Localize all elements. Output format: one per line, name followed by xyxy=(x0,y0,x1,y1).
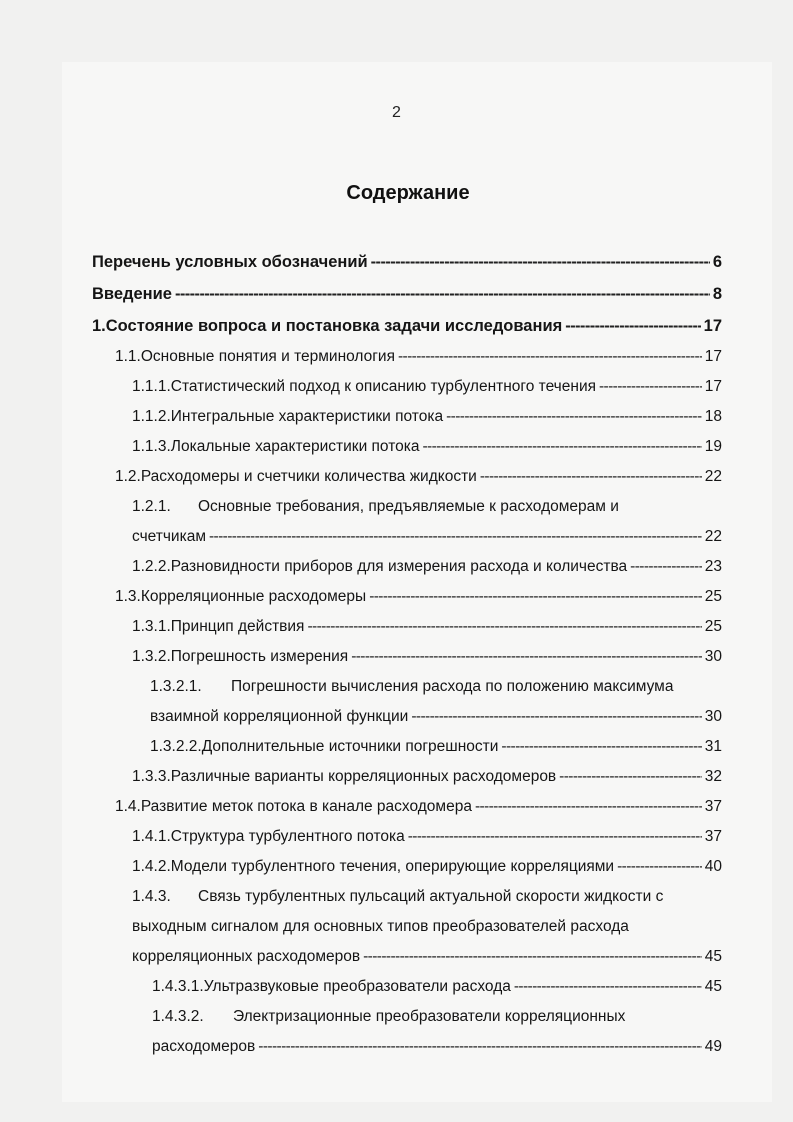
toc-entry-number: 1.3. xyxy=(115,588,141,605)
dot-leader xyxy=(258,1037,701,1057)
toc-entry-number: 1.4.3. xyxy=(132,888,171,905)
toc-entry-text: Статистический подход к описанию турбулентного течения xyxy=(170,378,596,395)
toc-entry-text: Интегральные характеристики потока xyxy=(170,408,444,425)
toc-entry[interactable] xyxy=(132,407,722,427)
dot-leader xyxy=(565,316,700,336)
toc-entry[interactable] xyxy=(115,587,722,607)
dot-leader xyxy=(514,977,702,997)
toc-entry-page: 30 xyxy=(704,708,722,725)
dot-leader xyxy=(559,767,702,787)
toc-entry-page: 17 xyxy=(704,348,722,365)
toc-entry-number: 1.3.2.2. xyxy=(150,738,202,755)
toc-entry-page: 49 xyxy=(704,1038,722,1055)
toc-entry-page: 32 xyxy=(704,768,722,785)
toc-entry-page: 30 xyxy=(704,648,722,665)
toc-entry-text: Связь турбулентных пульсаций актуальной скорости жидкости с xyxy=(198,888,664,905)
toc-entry-text-continued: счетчикам xyxy=(132,528,206,545)
toc-entry-page: 45 xyxy=(704,948,722,965)
toc-entry-text: Развитие меток потока в канале расходомера xyxy=(140,798,472,815)
dot-leader xyxy=(175,284,710,304)
toc-entry[interactable] xyxy=(132,887,722,967)
dot-leader xyxy=(617,857,702,877)
toc-entry-page: 17 xyxy=(704,378,722,395)
toc-entry-page: 31 xyxy=(704,738,722,755)
toc-entry-number: 1.2.1. xyxy=(132,498,171,515)
toc-entry-text: Дополнительные источники погрешности xyxy=(201,738,499,755)
toc-entry-number: 1.1.1. xyxy=(132,378,171,395)
dot-leader xyxy=(307,617,701,637)
toc-entry[interactable] xyxy=(132,437,722,457)
dot-leader xyxy=(480,467,702,487)
toc-entry[interactable] xyxy=(115,467,722,487)
toc-entry-text-continued: взаимной корреляционной функции xyxy=(150,708,409,725)
toc-entry-page: 23 xyxy=(704,558,722,575)
toc-entry-page: 25 xyxy=(704,618,722,635)
dot-leader xyxy=(371,252,710,272)
toc-entry[interactable] xyxy=(92,284,722,304)
toc-entry-number: 1.1.3. xyxy=(132,438,171,455)
toc-entry[interactable] xyxy=(92,252,722,272)
toc-entry-page: 22 xyxy=(704,528,722,545)
toc-entry-text: Различные варианты корреляционных расходомеров xyxy=(170,768,557,785)
dot-leader xyxy=(411,707,701,727)
toc-entry-text: Перечень условных обозначений xyxy=(92,253,368,271)
dot-leader xyxy=(475,797,702,817)
toc-entry-number: 1.2. xyxy=(115,468,141,485)
dot-leader xyxy=(209,527,702,547)
toc-entry-text: Структура турбулентного потока xyxy=(170,828,405,845)
dot-leader xyxy=(423,437,702,457)
toc-entry-number: 1.1.2. xyxy=(132,408,171,425)
toc-entry[interactable] xyxy=(132,647,722,667)
page-number: 2 xyxy=(392,104,401,121)
toc-entry-number: 1.3.1. xyxy=(132,618,171,635)
toc-entry[interactable] xyxy=(115,797,722,817)
toc-entry-text: Электризационные преобразователи корреляционных xyxy=(233,1008,626,1025)
toc-entry-text: Локальные характеристики потока xyxy=(170,438,420,455)
dot-leader xyxy=(398,347,702,367)
toc-entry-text: Модели турбулентного течения, оперирующие корреляциями xyxy=(170,858,615,875)
toc-entry-text: Разновидности приборов для измерения расхода и количества xyxy=(170,558,628,575)
toc-entry-number: 1.3.2.1. xyxy=(150,678,202,695)
toc-entry-number: 1.4.1. xyxy=(132,828,171,845)
toc-entry[interactable] xyxy=(132,617,722,637)
toc-entry-text: Расходомеры и счетчики количества жидкости xyxy=(140,468,477,485)
dot-leader xyxy=(446,407,702,427)
toc-entry-number: 1.4.3.2. xyxy=(152,1008,204,1025)
toc-entry-number: 1.2.2. xyxy=(132,558,171,575)
toc-entry[interactable] xyxy=(92,316,722,336)
dot-leader xyxy=(369,587,702,607)
dot-leader xyxy=(630,557,702,577)
toc-entry-text: Основные требования, предъявляемые к расходомерам и xyxy=(198,498,619,515)
toc-entry-text: Погрешности вычисления расхода по положению максимума xyxy=(231,678,674,695)
toc-entry-text-continued: выходным сигналом для основных типов преобразователей расхода xyxy=(132,918,629,935)
toc-entry[interactable] xyxy=(150,737,722,757)
toc-entry-number: 1. xyxy=(92,317,106,335)
toc-entry[interactable] xyxy=(115,347,722,367)
dot-leader xyxy=(363,947,702,967)
toc-entry-page: 40 xyxy=(704,858,722,875)
toc-entry-text-continued: расходомеров xyxy=(152,1038,256,1055)
toc-entry[interactable] xyxy=(150,677,722,727)
toc-entry-page: 37 xyxy=(704,798,722,815)
toc-entry-text: Корреляционные расходомеры xyxy=(140,588,367,605)
toc-entry-number: 1.4.2. xyxy=(132,858,171,875)
toc-entry-page: 22 xyxy=(704,468,722,485)
toc-entry[interactable] xyxy=(132,557,722,577)
toc-entry-page: 6 xyxy=(712,253,722,271)
toc-entry-page: 17 xyxy=(703,317,722,335)
toc-entry-number: 1.3.3. xyxy=(132,768,171,785)
toc-entry-number: 1.3.2. xyxy=(132,648,171,665)
toc-entry-page: 25 xyxy=(704,588,722,605)
toc-entry-page: 19 xyxy=(704,438,722,455)
toc-entry-text: Ультразвуковые преобразователи расхода xyxy=(203,978,511,995)
toc-entry-page: 18 xyxy=(704,408,722,425)
toc-entry[interactable] xyxy=(132,767,722,787)
toc-entry-page: 37 xyxy=(704,828,722,845)
toc-entry-text: Принцип действия xyxy=(170,618,305,635)
toc-entry-number: 1.4. xyxy=(115,798,141,815)
toc-entry-text-continued: корреляционных расходомеров xyxy=(132,948,361,965)
toc-entry-number: 1.1. xyxy=(115,348,141,365)
toc-entry[interactable] xyxy=(132,497,722,547)
dot-leader xyxy=(351,647,702,667)
page-title: Содержание xyxy=(346,182,470,204)
dot-leader xyxy=(599,377,702,397)
dot-leader xyxy=(408,827,702,847)
toc-entry[interactable] xyxy=(132,857,722,877)
toc-entry-text: Погрешность измерения xyxy=(170,648,349,665)
toc-entry[interactable] xyxy=(152,1007,722,1057)
toc-entry[interactable] xyxy=(132,827,722,847)
dot-leader xyxy=(501,737,701,757)
toc-entry-text: Введение xyxy=(92,285,172,303)
toc-entry-page: 8 xyxy=(712,285,722,303)
toc-entry[interactable] xyxy=(132,377,722,397)
toc-entry-text: Основные понятия и терминология xyxy=(140,348,395,365)
toc-entry[interactable] xyxy=(152,977,722,997)
toc-entry-number: 1.4.3.1. xyxy=(152,978,204,995)
toc-entry-page: 45 xyxy=(704,978,722,995)
toc-entry-text: Состояние вопроса и постановка задачи исследования xyxy=(105,317,563,335)
